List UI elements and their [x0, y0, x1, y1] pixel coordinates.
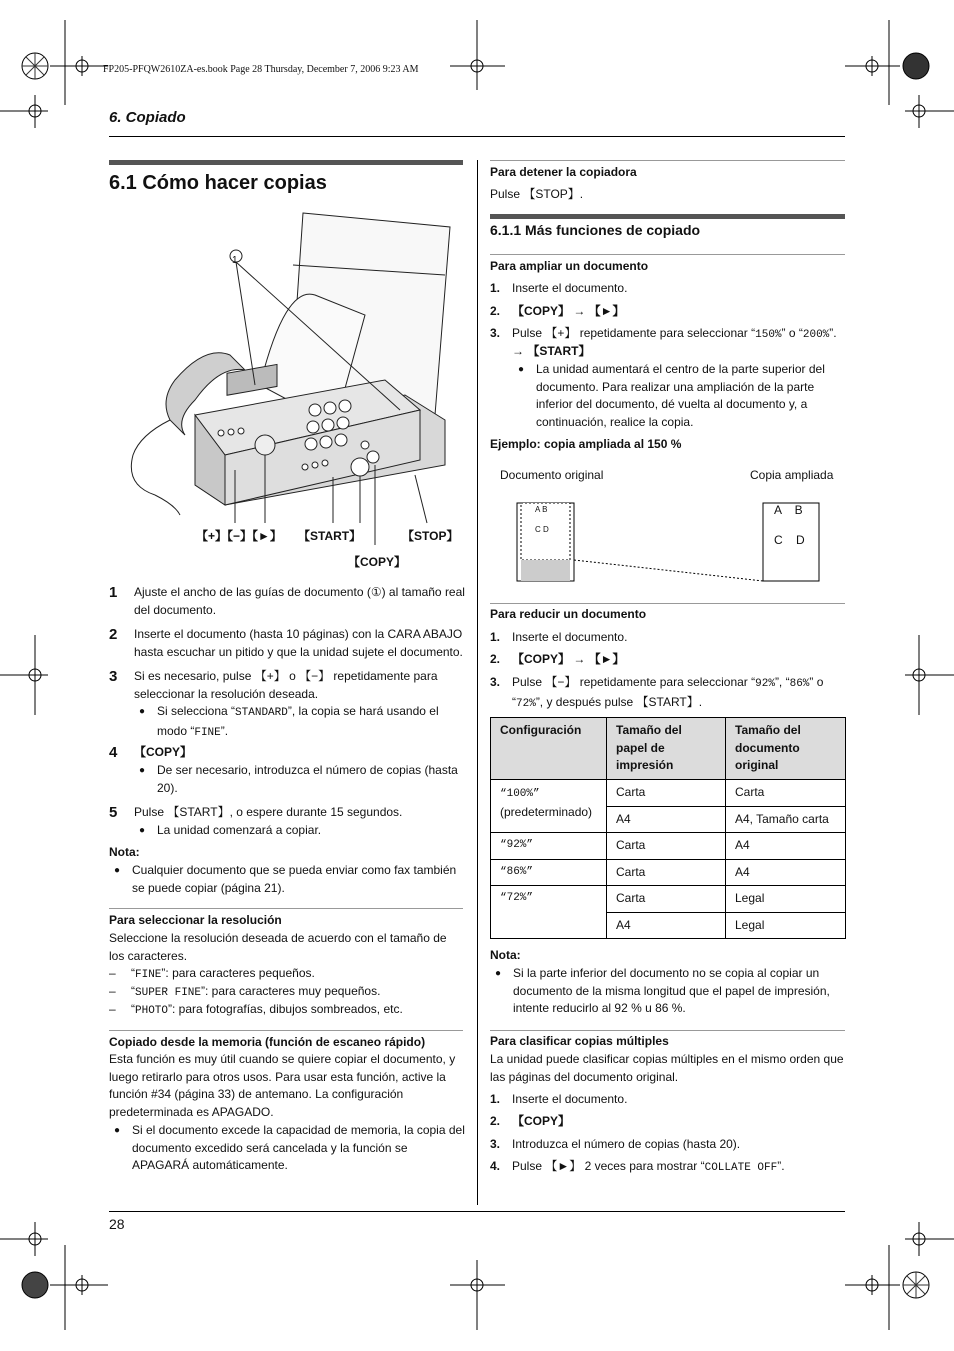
- step-5-bullet: ● La unidad comenzará a copiar.: [139, 823, 322, 837]
- big-ab: A B: [774, 503, 803, 517]
- big-cd: C D: [774, 533, 805, 547]
- reducir-step-2: 2. 【COPY】 → 【►】: [490, 652, 625, 666]
- memoria-body: Esta función es muy útil cuando se quiere copiar el documento, y luego retirarlo para otros usos. Para usar esta función, active la función #34 (página 33) de antemano. La configuración predeterminada es APAGADO.: [109, 1052, 456, 1119]
- label-copy: 【COPY】: [348, 555, 407, 569]
- subsection-title: 6.1.1 Más funciones de copiado: [490, 222, 701, 238]
- rule-detener: [490, 160, 845, 161]
- step-4: 4 【COPY】: [109, 744, 193, 761]
- clasificar-step-1: 1. Inserte el documento.: [490, 1092, 628, 1106]
- table-row: A4 Legal: [491, 912, 846, 939]
- fax-machine-illustration: [115, 205, 465, 575]
- table-header: Tamaño del papel de impresión: [607, 718, 726, 780]
- config-table: [490, 717, 846, 939]
- section-rule: [109, 160, 463, 165]
- rule-memoria: [109, 1030, 463, 1031]
- memoria-title: Copiado desde la memoria (función de escaneo rápido): [109, 1035, 426, 1049]
- header-rule: [109, 136, 845, 137]
- clasificar-step-2: 2. 【COPY】: [490, 1114, 571, 1128]
- ampliar-step-1: 1. Inserte el documento.: [490, 281, 628, 295]
- resolucion-item-superfine: – “SUPER FINE”: para caracteres muy pequeños.: [109, 984, 381, 999]
- ampliar-step-3-start: → 【START】: [512, 344, 591, 358]
- table-header: Configuración: [491, 718, 607, 780]
- clasificar-step-4: 4. Pulse 【►】 2 veces para mostrar “COLLATE OFF”.: [490, 1159, 785, 1174]
- copia-ampliada-label: Copia ampliada: [750, 468, 834, 482]
- nota-1-title: Nota:: [109, 845, 140, 859]
- table-header: Tamaño del documento original: [726, 718, 846, 780]
- detener-title: Para detener la copiadora: [490, 165, 637, 179]
- reducir-title: Para reducir un documento: [490, 607, 647, 621]
- resolucion-item-fine: – “FINE”: para caracteres pequeños.: [109, 966, 315, 981]
- ampliar-step-3: 3. Pulse 【+】 repetidamente para seleccionar “150%” o “200%”.: [490, 326, 837, 341]
- table-row: A4 A4, Tamaño carta: [491, 806, 846, 833]
- clasificar-title: Para clasificar copias múltiples: [490, 1034, 669, 1048]
- clasificar-body: La unidad puede clasificar copias múltiples en el mismo orden que las páginas del documento original.: [490, 1052, 844, 1084]
- label-keys: 【+】【−】【►】: [196, 529, 282, 543]
- subsection-rule: [490, 214, 845, 219]
- ampliar-bullet: ● La unidad aumentará el centro de la parte superior del documento. Para realizar una ampliación de la parte inferior del documento, dé vuelta al documento y, a continuación, realice la copia.: [518, 362, 825, 429]
- step-2: 2 Inserte el documento (hasta 10 páginas) con la CARA ABAJO hasta escuchar un pitido y que la unidad sujete el documento.: [109, 626, 463, 659]
- reducir-step-3: 3. Pulse 【−】 repetidamente para seleccionar “92%”, “86%” o “72%”, y después pulse 【START】.: [490, 675, 824, 710]
- callout-1: 1: [232, 255, 238, 266]
- label-stop: 【STOP】: [402, 529, 459, 543]
- step-3: 3 Si es necesario, pulse 【+】 o 【−】 repetidamente para seleccionar la resolución deseada.: [109, 668, 438, 701]
- resolucion-intro: Seleccione la resolución deseada de acuerdo con el tamaño de los caracteres.: [109, 931, 447, 963]
- footer-rule: [109, 1211, 845, 1212]
- rule-clasificar: [490, 1030, 845, 1031]
- step-1: 1 Ajuste el ancho de las guías de documento (①) al tamaño real del documento.: [109, 584, 465, 617]
- memoria-bullet: ● Si el documento excede la capacidad de memoria, la copia del documento excedido será cancelada y la función se APAGARÁ automáticamente.: [114, 1123, 465, 1172]
- section-title: 6.1 Cómo hacer copias: [109, 172, 327, 194]
- reducir-step-1: 1. Inserte el documento.: [490, 630, 628, 644]
- table-row: “86%” Carta A4: [491, 859, 846, 886]
- table-row: “72%” Carta Legal: [491, 886, 846, 913]
- column-divider: [477, 160, 478, 1205]
- label-start: 【START】: [298, 529, 362, 543]
- ampliar-step-2: 2. 【COPY】 → 【►】: [490, 304, 625, 318]
- table-row: “100%” (predeterminado) Carta Carta: [491, 780, 846, 807]
- nota-1-bullet: ● Cualquier documento que se pueda enviar como fax también se puede copiar (página 21).: [114, 863, 457, 895]
- rule-ampliar: [490, 254, 845, 255]
- step-5: 5 Pulse 【START】, o espere durante 15 segundos.: [109, 804, 403, 821]
- doc-original-label: Documento original: [500, 468, 604, 482]
- nota-2-bullet: ● Si la parte inferior del documento no se copia al copiar un documento de la misma longitud que el papel de impresión, intente reducirlo al 92 % u 86 %.: [495, 966, 830, 1015]
- rule-resolucion: [109, 908, 463, 909]
- rule-reducir: [490, 603, 845, 604]
- resolucion-item-photo: – “PHOTO”: para fotografías, dibujos sombreados, etc.: [109, 1002, 403, 1017]
- small-cd: C D: [535, 525, 549, 534]
- resolucion-title: Para seleccionar la resolución: [109, 913, 282, 927]
- clasificar-step-3: 3. Introduzca el número de copias (hasta 20).: [490, 1137, 741, 1151]
- chapter-title: 6. Copiado: [109, 109, 186, 126]
- detener-text: Pulse 【STOP】.: [490, 187, 584, 201]
- nota-2-title: Nota:: [490, 948, 521, 962]
- ampliar-title: Para ampliar un documento: [490, 259, 649, 273]
- ampliar-example: Ejemplo: copia ampliada al 150 %: [490, 437, 682, 451]
- page-number: 28: [109, 1216, 125, 1232]
- print-header: FP205-PFQW2610ZA-es.book Page 28 Thursday, December 7, 2006 9:23 AM: [103, 64, 419, 75]
- step-4-bullet: ● De ser necesario, introduzca el número de copias (hasta 20).: [139, 763, 458, 795]
- step-3-bullet: ● Si selecciona “STANDARD”, la copia se hará usando el modo “FINE”.: [139, 704, 439, 739]
- table-row: “92%” Carta A4: [491, 833, 846, 860]
- small-ab: A B: [535, 505, 548, 514]
